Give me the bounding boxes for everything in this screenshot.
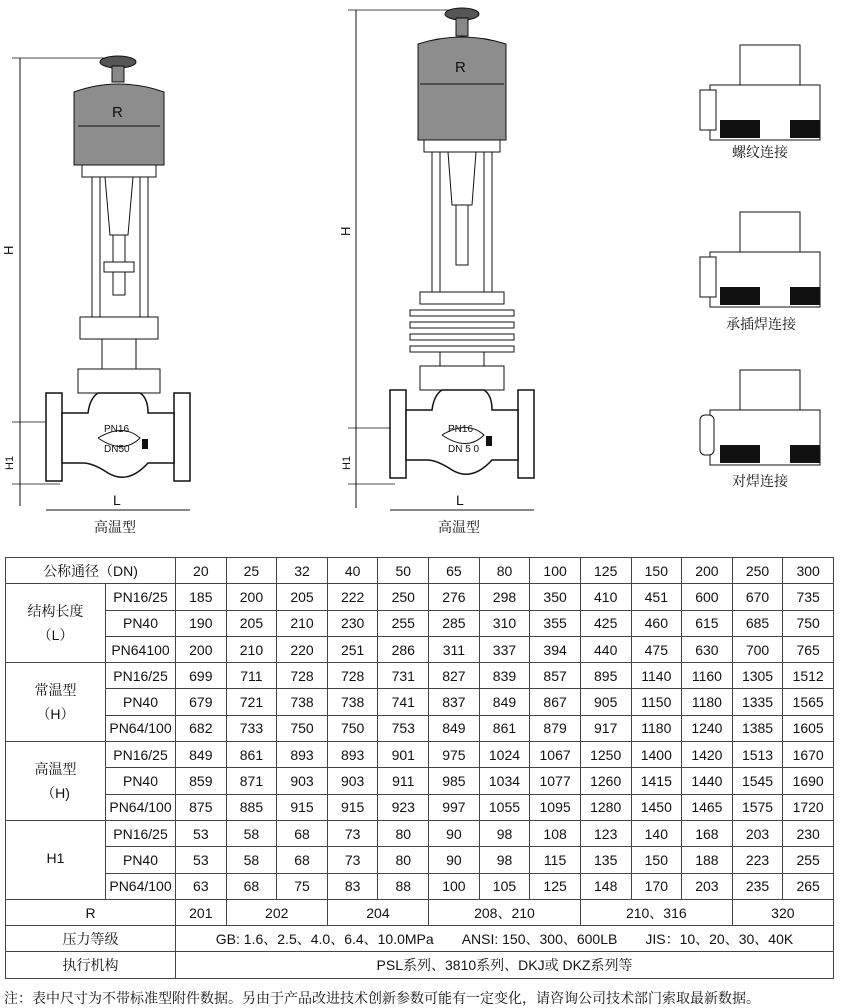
value-cell: 230 bbox=[783, 820, 834, 846]
right-valve-drawing bbox=[338, 8, 534, 535]
value-cell: 857 bbox=[530, 663, 581, 689]
pressure-class-cell: PN64/100 bbox=[106, 873, 176, 899]
dn-cell: 200 bbox=[682, 558, 733, 584]
pressure-class-cell: PN64100 bbox=[106, 636, 176, 662]
value-cell: 1034 bbox=[479, 768, 530, 794]
r-value-cell: 320 bbox=[732, 899, 833, 925]
value-cell: 923 bbox=[378, 794, 429, 820]
value-cell: 670 bbox=[732, 584, 783, 610]
value-cell: 985 bbox=[429, 768, 480, 794]
value-cell: 630 bbox=[682, 636, 733, 662]
value-cell: 615 bbox=[682, 610, 733, 636]
group-title: 常温型 bbox=[34, 682, 77, 699]
dn-cell: 20 bbox=[176, 558, 227, 584]
value-cell: 125 bbox=[530, 873, 581, 899]
value-cell: 711 bbox=[226, 663, 277, 689]
dn-cell: 150 bbox=[631, 558, 682, 584]
value-cell: 911 bbox=[378, 768, 429, 794]
value-cell: 100 bbox=[429, 873, 480, 899]
value-cell: 53 bbox=[176, 820, 227, 846]
value-cell: 205 bbox=[226, 610, 277, 636]
value-cell: 849 bbox=[479, 689, 530, 715]
h-dimension-label: H bbox=[1, 245, 16, 255]
value-cell: 1160 bbox=[682, 663, 733, 689]
value-cell: 750 bbox=[277, 715, 328, 741]
dn-label: DN50 bbox=[104, 444, 130, 455]
value-cell: 1250 bbox=[580, 742, 631, 768]
value-cell: 1400 bbox=[631, 742, 682, 768]
value-cell: 859 bbox=[176, 768, 227, 794]
value-cell: 728 bbox=[327, 663, 378, 689]
value-cell: 115 bbox=[530, 847, 581, 873]
group-label bbox=[6, 584, 106, 663]
l-dimension-label: L bbox=[456, 492, 464, 508]
value-cell: 1067 bbox=[530, 742, 581, 768]
pressure-label: 压力等级 bbox=[6, 926, 176, 952]
value-cell: 108 bbox=[530, 820, 581, 846]
value-cell: 1605 bbox=[783, 715, 834, 741]
value-cell: 350 bbox=[530, 584, 581, 610]
table-row bbox=[6, 742, 834, 768]
value-cell: 679 bbox=[176, 689, 227, 715]
group-label bbox=[6, 663, 106, 742]
value-cell: 58 bbox=[226, 847, 277, 873]
value-cell: 699 bbox=[176, 663, 227, 689]
value-cell: 750 bbox=[783, 610, 834, 636]
value-cell: 140 bbox=[631, 820, 682, 846]
dn-cell: 100 bbox=[530, 558, 581, 584]
value-cell: 203 bbox=[682, 873, 733, 899]
r-dimension-label: R bbox=[455, 59, 466, 76]
value-cell: 1545 bbox=[732, 768, 783, 794]
pressure-row bbox=[6, 926, 834, 952]
connection-butt-weld bbox=[700, 370, 820, 489]
value-cell: 276 bbox=[429, 584, 480, 610]
value-cell: 200 bbox=[226, 584, 277, 610]
value-cell: 150 bbox=[631, 847, 682, 873]
value-cell: 68 bbox=[277, 847, 328, 873]
table-row bbox=[6, 663, 834, 689]
value-cell: 1095 bbox=[530, 794, 581, 820]
value-cell: 310 bbox=[479, 610, 530, 636]
value-cell: 861 bbox=[479, 715, 530, 741]
value-cell: 1024 bbox=[479, 742, 530, 768]
value-cell: 73 bbox=[327, 847, 378, 873]
r-value-cell: 202 bbox=[226, 899, 327, 925]
value-cell: 1335 bbox=[732, 689, 783, 715]
value-cell: 1512 bbox=[783, 663, 834, 689]
value-cell: 68 bbox=[226, 873, 277, 899]
value-cell: 80 bbox=[378, 820, 429, 846]
pressure-class-cell: PN64/100 bbox=[106, 794, 176, 820]
value-cell: 73 bbox=[327, 820, 378, 846]
value-cell: 753 bbox=[378, 715, 429, 741]
value-cell: 200 bbox=[176, 636, 227, 662]
value-cell: 879 bbox=[530, 715, 581, 741]
value-cell: 311 bbox=[429, 636, 480, 662]
group-title: H1 bbox=[46, 849, 65, 866]
value-cell: 235 bbox=[732, 873, 783, 899]
actuator-label: 执行机构 bbox=[6, 952, 176, 978]
value-cell: 903 bbox=[277, 768, 328, 794]
actuator-value: PSL系列、3810系列、DKJ或 DKZ系列等 bbox=[176, 952, 834, 978]
value-cell: 98 bbox=[479, 847, 530, 873]
table-row bbox=[6, 689, 834, 715]
value-cell: 203 bbox=[732, 820, 783, 846]
connection-caption: 承插焊连接 bbox=[726, 316, 796, 332]
value-cell: 148 bbox=[580, 873, 631, 899]
table-row bbox=[6, 584, 834, 610]
connection-socket-weld bbox=[700, 212, 820, 332]
value-cell: 440 bbox=[580, 636, 631, 662]
value-cell: 460 bbox=[631, 610, 682, 636]
dn-cell: 32 bbox=[277, 558, 328, 584]
value-cell: 915 bbox=[327, 794, 378, 820]
value-cell: 394 bbox=[530, 636, 581, 662]
value-cell: 1415 bbox=[631, 768, 682, 794]
value-cell: 738 bbox=[327, 689, 378, 715]
value-cell: 867 bbox=[530, 689, 581, 715]
value-cell: 298 bbox=[479, 584, 530, 610]
dn-cell: 125 bbox=[580, 558, 631, 584]
value-cell: 837 bbox=[429, 689, 480, 715]
l-dimension-label: L bbox=[113, 492, 121, 508]
value-cell: 1240 bbox=[682, 715, 733, 741]
value-cell: 861 bbox=[226, 742, 277, 768]
value-cell: 220 bbox=[277, 636, 328, 662]
value-cell: 741 bbox=[378, 689, 429, 715]
value-cell: 1420 bbox=[682, 742, 733, 768]
value-cell: 849 bbox=[176, 742, 227, 768]
h-dimension-label: H bbox=[338, 226, 353, 236]
value-cell: 827 bbox=[429, 663, 480, 689]
value-cell: 700 bbox=[732, 636, 783, 662]
value-cell: 105 bbox=[479, 873, 530, 899]
value-cell: 738 bbox=[277, 689, 328, 715]
value-cell: 875 bbox=[176, 794, 227, 820]
value-cell: 210 bbox=[226, 636, 277, 662]
value-cell: 1385 bbox=[732, 715, 783, 741]
pn-label: PN16 bbox=[448, 424, 474, 435]
value-cell: 901 bbox=[378, 742, 429, 768]
value-cell: 735 bbox=[783, 584, 834, 610]
dn-cell: 250 bbox=[732, 558, 783, 584]
connection-threaded bbox=[700, 45, 820, 160]
r-value-cell: 201 bbox=[176, 899, 227, 925]
group-title: 高温型 bbox=[34, 761, 77, 778]
value-cell: 682 bbox=[176, 715, 227, 741]
r-row bbox=[6, 899, 834, 925]
table-row bbox=[6, 768, 834, 794]
dn-cell: 40 bbox=[327, 558, 378, 584]
value-cell: 731 bbox=[378, 663, 429, 689]
pressure-class-cell: PN40 bbox=[106, 847, 176, 873]
value-cell: 917 bbox=[580, 715, 631, 741]
value-cell: 728 bbox=[277, 663, 328, 689]
value-cell: 1077 bbox=[530, 768, 581, 794]
dn-header: 公称通径（DN) bbox=[6, 558, 176, 584]
group-subtitle: （L） bbox=[37, 627, 74, 644]
pressure-jis: JIS：10、20、30、40K bbox=[645, 930, 794, 947]
value-cell: 90 bbox=[429, 820, 480, 846]
pressure-class-cell: PN16/25 bbox=[106, 742, 176, 768]
value-cell: 251 bbox=[327, 636, 378, 662]
table-row bbox=[6, 847, 834, 873]
footnote: 注：表中尺寸为不带标准型附件数据。另由于产品改进技术创新参数可能有一定变化，请咨询公司技术部门索取最新数据。 bbox=[4, 990, 760, 1006]
value-cell: 1180 bbox=[682, 689, 733, 715]
value-cell: 223 bbox=[732, 847, 783, 873]
table-row bbox=[6, 794, 834, 820]
h1-dimension-label: H1 bbox=[341, 455, 353, 470]
actuator-row bbox=[6, 952, 834, 978]
value-cell: 222 bbox=[327, 584, 378, 610]
value-cell: 1305 bbox=[732, 663, 783, 689]
pressure-class-cell: PN64/100 bbox=[106, 715, 176, 741]
value-cell: 58 bbox=[226, 820, 277, 846]
value-cell: 1140 bbox=[631, 663, 682, 689]
pressure-value bbox=[176, 926, 834, 952]
pressure-class-cell: PN16/25 bbox=[106, 584, 176, 610]
value-cell: 1260 bbox=[580, 768, 631, 794]
value-cell: 451 bbox=[631, 584, 682, 610]
value-cell: 1440 bbox=[682, 768, 733, 794]
r-dimension-label: R bbox=[112, 104, 123, 121]
value-cell: 425 bbox=[580, 610, 631, 636]
value-cell: 1280 bbox=[580, 794, 631, 820]
value-cell: 733 bbox=[226, 715, 277, 741]
value-cell: 210 bbox=[277, 610, 328, 636]
value-cell: 88 bbox=[378, 873, 429, 899]
group-label bbox=[6, 742, 106, 821]
value-cell: 255 bbox=[378, 610, 429, 636]
dn-cell: 50 bbox=[378, 558, 429, 584]
value-cell: 1565 bbox=[783, 689, 834, 715]
value-cell: 903 bbox=[327, 768, 378, 794]
dn-cell: 80 bbox=[479, 558, 530, 584]
value-cell: 170 bbox=[631, 873, 682, 899]
value-cell: 135 bbox=[580, 847, 631, 873]
left-valve-caption: 高温型 bbox=[94, 519, 136, 535]
value-cell: 83 bbox=[327, 873, 378, 899]
value-cell: 53 bbox=[176, 847, 227, 873]
pressure-class-cell: PN40 bbox=[106, 768, 176, 794]
value-cell: 1150 bbox=[631, 689, 682, 715]
table-row bbox=[6, 715, 834, 741]
h1-dimension-label: H1 bbox=[4, 455, 16, 470]
dn-cell: 300 bbox=[783, 558, 834, 584]
value-cell: 1513 bbox=[732, 742, 783, 768]
pressure-class-cell: PN40 bbox=[106, 610, 176, 636]
value-cell: 600 bbox=[682, 584, 733, 610]
dn-cell: 65 bbox=[429, 558, 480, 584]
value-cell: 839 bbox=[479, 663, 530, 689]
value-cell: 1670 bbox=[783, 742, 834, 768]
value-cell: 1465 bbox=[682, 794, 733, 820]
value-cell: 80 bbox=[378, 847, 429, 873]
value-cell: 1690 bbox=[783, 768, 834, 794]
value-cell: 849 bbox=[429, 715, 480, 741]
value-cell: 185 bbox=[176, 584, 227, 610]
connection-caption: 对焊连接 bbox=[732, 473, 788, 489]
value-cell: 123 bbox=[580, 820, 631, 846]
value-cell: 721 bbox=[226, 689, 277, 715]
r-label: R bbox=[6, 899, 176, 925]
value-cell: 685 bbox=[732, 610, 783, 636]
value-cell: 337 bbox=[479, 636, 530, 662]
right-valve-caption: 高温型 bbox=[438, 519, 480, 535]
value-cell: 1720 bbox=[783, 794, 834, 820]
value-cell: 168 bbox=[682, 820, 733, 846]
value-cell: 915 bbox=[277, 794, 328, 820]
dn-label: DN 5 0 bbox=[448, 444, 480, 455]
value-cell: 63 bbox=[176, 873, 227, 899]
value-cell: 250 bbox=[378, 584, 429, 610]
value-cell: 1180 bbox=[631, 715, 682, 741]
value-cell: 997 bbox=[429, 794, 480, 820]
table-row bbox=[6, 873, 834, 899]
dimension-table bbox=[5, 557, 834, 979]
value-cell: 750 bbox=[327, 715, 378, 741]
value-cell: 1055 bbox=[479, 794, 530, 820]
value-cell: 286 bbox=[378, 636, 429, 662]
dn-cell: 25 bbox=[226, 558, 277, 584]
value-cell: 68 bbox=[277, 820, 328, 846]
group-label bbox=[6, 820, 106, 899]
r-value-cell: 210、316 bbox=[580, 899, 732, 925]
value-cell: 893 bbox=[277, 742, 328, 768]
value-cell: 975 bbox=[429, 742, 480, 768]
pressure-gb: GB: 1.6、2.5、4.0、6.4、10.0MPa bbox=[215, 930, 434, 947]
value-cell: 190 bbox=[176, 610, 227, 636]
table-row bbox=[6, 820, 834, 846]
value-cell: 905 bbox=[580, 689, 631, 715]
value-cell: 871 bbox=[226, 768, 277, 794]
pn-label: PN16 bbox=[104, 424, 130, 435]
connection-caption: 螺纹连接 bbox=[732, 144, 788, 160]
value-cell: 895 bbox=[580, 663, 631, 689]
value-cell: 475 bbox=[631, 636, 682, 662]
value-cell: 410 bbox=[580, 584, 631, 610]
group-subtitle: （H) bbox=[41, 785, 70, 802]
pressure-ansi: ANSI: 150、300、600LB bbox=[461, 930, 618, 947]
pressure-class-cell: PN16/25 bbox=[106, 663, 176, 689]
value-cell: 765 bbox=[783, 636, 834, 662]
value-cell: 188 bbox=[682, 847, 733, 873]
group-title: 结构长度 bbox=[27, 603, 84, 620]
value-cell: 355 bbox=[530, 610, 581, 636]
value-cell: 1575 bbox=[732, 794, 783, 820]
value-cell: 230 bbox=[327, 610, 378, 636]
header-row bbox=[6, 558, 834, 584]
pressure-class-cell: PN16/25 bbox=[106, 820, 176, 846]
pressure-class-cell: PN40 bbox=[106, 689, 176, 715]
value-cell: 205 bbox=[277, 584, 328, 610]
value-cell: 265 bbox=[783, 873, 834, 899]
value-cell: 98 bbox=[479, 820, 530, 846]
value-cell: 1450 bbox=[631, 794, 682, 820]
table-row bbox=[6, 636, 834, 662]
value-cell: 255 bbox=[783, 847, 834, 873]
group-subtitle: （H） bbox=[36, 706, 75, 723]
value-cell: 285 bbox=[429, 610, 480, 636]
r-value-cell: 204 bbox=[327, 899, 428, 925]
value-cell: 885 bbox=[226, 794, 277, 820]
r-value-cell: 208、210 bbox=[429, 899, 581, 925]
value-cell: 893 bbox=[327, 742, 378, 768]
table-row bbox=[6, 610, 834, 636]
value-cell: 90 bbox=[429, 847, 480, 873]
value-cell: 75 bbox=[277, 873, 328, 899]
left-valve-drawing bbox=[1, 56, 190, 535]
